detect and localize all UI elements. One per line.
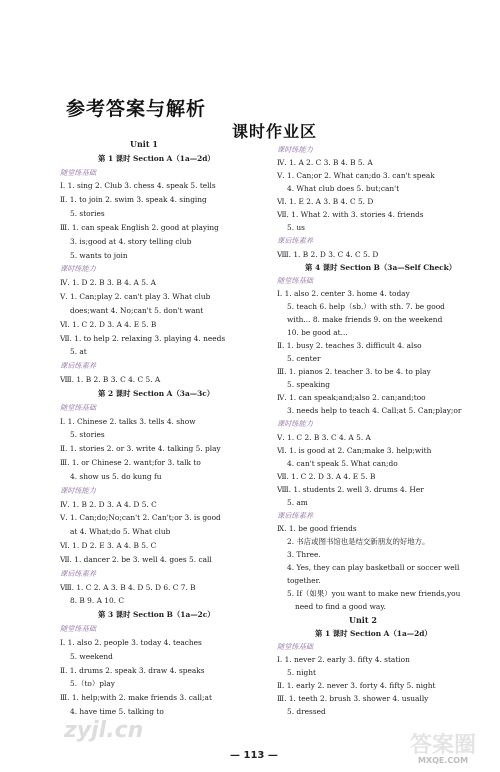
answer-line: 5. dressed	[287, 707, 326, 716]
answer-line: Ⅲ. 1. pianos 2. teacher 3. to be 4. to play	[277, 367, 431, 377]
answer-line: Ⅷ. 1. students 2. well 3. drums 4. Her	[277, 484, 424, 494]
watermark-url: MXQE.COM	[418, 756, 469, 765]
answer-line: Ⅱ. 1. to join 2. swim 3. speak 4. singing	[60, 195, 207, 205]
unit-heading: Unit 2	[349, 614, 377, 625]
answer-line: Ⅵ. 1. C 2. D 3. A 4. E 5. B	[60, 319, 157, 329]
answer-line: Ⅰ. 1. never 2. early 3. fifty 4. station	[277, 654, 410, 664]
answer-line: 8. B 9. A 10. C	[70, 596, 125, 606]
answer-line: 4. have time 5. talking to	[70, 707, 164, 716]
answer-line: Ⅰ. 1. also 2. people 3. today 4. teaches	[60, 637, 202, 647]
answer-line: Ⅱ. 1. early 2. never 3. forty 4. fifty 5. night	[277, 680, 436, 690]
answer-line: 5. stories	[70, 430, 105, 440]
answer-line: Ⅲ. 1. teeth 2. brush 3. shower 4. usually	[277, 693, 429, 703]
page-number: — 113 —	[230, 750, 278, 761]
answer-line: Ⅶ. 1. C 2. D 3. A 4. E 5. B	[277, 471, 376, 481]
answer-line: Ⅴ. 1. C 2. B 3. C 4. A 5. A	[277, 432, 371, 442]
answer-line: Ⅵ. 1. E 2. A 3. B 4. C 5. D	[277, 197, 374, 207]
sub-title: 课时作业区	[232, 122, 318, 141]
answer-line: Ⅱ. 1. stories 2. or 3. write 4. talking 5. play	[60, 444, 221, 454]
answer-line: together.	[287, 576, 321, 586]
section-label: 课时练能力	[60, 485, 96, 495]
answer-line: 5. speaking	[287, 380, 331, 390]
answer-line: Ⅷ. 1. B 2. D 3. C 4. C 5. D	[277, 249, 379, 259]
answer-line: 5. at	[70, 347, 87, 357]
answer-line: 10. be good at...	[287, 327, 348, 337]
answer-line: Ⅳ. 1. D 2. B 3. B 4. A 5. A	[60, 278, 156, 288]
answer-line: at 4. What;do 5. What club	[70, 527, 171, 537]
lesson-heading: 第 2 课时 Section A（3a—3c）	[98, 388, 215, 398]
unit-heading: Unit 1	[130, 139, 158, 149]
watermark-left-logo: zyjl.cn	[64, 718, 144, 743]
section-label: 课后练素养	[277, 510, 313, 520]
answer-line: Ⅶ. 1. dancer 2. be 3. well 4. goes 5. call	[60, 554, 212, 564]
answer-line: Ⅰ. 1. sing 2. Club 3. chess 4. speak 5. tells	[60, 181, 216, 191]
answer-line: Ⅶ. 1. What 2. with 3. stories 4. friends	[277, 210, 424, 220]
section-label: 课后练素养	[277, 236, 313, 246]
section-label: 课时练能力	[60, 264, 96, 274]
answer-line: 5.（to）play	[70, 679, 115, 689]
answer-line: Ⅴ. 1. Can;play 2. can't play 3. What club	[60, 292, 211, 302]
section-label: 随堂练基础	[277, 275, 313, 285]
answer-line: 5. weekend	[70, 651, 113, 661]
answer-line: Ⅷ. 1. C 2. A 3. B 4. D 5. D 6. C 7. B	[60, 582, 196, 592]
answer-line: Ⅷ. 1. B 2. B 3. C 4. C 5. A	[60, 375, 161, 385]
answer-line: 2. 书店或图书馆也是结交新朋友的好地方。	[287, 537, 430, 547]
section-label: 随堂练基础	[60, 624, 96, 634]
answer-line: Ⅳ. 1. can speak;and;also 2. can;and;too	[277, 393, 426, 403]
answer-line: Ⅰ. 1. also 2. center 3. home 4. today	[277, 288, 410, 298]
answer-line: 5. stories	[70, 209, 105, 219]
answer-line: 5. If（如果）you want to make new friends,you	[287, 589, 461, 599]
answer-line: Ⅱ. 1. drums 2. speak 3. draw 4. speaks	[60, 665, 205, 675]
answer-line: 4. show us 5. do kung fu	[70, 471, 162, 481]
answer-line: need to find a good way.	[295, 602, 386, 612]
answer-line: Ⅴ. 1. Can;or 2. What can;do 3. can't speak	[277, 171, 435, 181]
watermark-right-logo: 答案圈	[410, 733, 477, 758]
answer-line: 3. is;good at 4. story telling club	[70, 236, 192, 246]
section-label: 随堂练基础	[60, 167, 96, 177]
answer-line: does;want 4. No;can't 5. don't want	[70, 305, 204, 315]
section-label: 课后练素养	[60, 361, 96, 371]
section-label: 随堂练基础	[277, 641, 313, 651]
answer-line: 5. wants to join	[70, 250, 128, 260]
answer-line: 5. center	[287, 354, 321, 364]
answer-line: 5. us	[287, 223, 305, 233]
answer-line: 5. am	[287, 497, 308, 507]
section-label: 随堂练基础	[60, 402, 96, 412]
section-label: 课时练能力	[277, 145, 313, 154]
answer-line: Ⅵ. 1. D 2. E 3. A 4. B 5. C	[60, 541, 157, 551]
answer-line: 5. night	[287, 667, 316, 677]
main-title: 参考答案与解析	[66, 98, 207, 120]
answer-line: Ⅰ. 1. Chinese 2. talks 3. tells 4. show	[60, 416, 196, 426]
answer-line: 3. needs help to teach 4. Call;at 5. Can;play;or	[287, 406, 462, 416]
section-label: 课时练能力	[277, 419, 313, 429]
answer-line: Ⅶ. 1. to help 2. relaxing 3. playing 4. needs	[60, 333, 226, 343]
answer-line: 4. can't speak 5. What can;do	[287, 458, 398, 468]
answer-line: Ⅲ. 1. can speak English 2. good at playing	[60, 222, 219, 232]
answer-line: Ⅲ. 1. help;with 2. make friends 3. call;at	[60, 693, 212, 703]
answer-line: 3. Three.	[287, 550, 321, 560]
answer-line: Ⅴ. 1. Can;do;No;can't 2. Can't;or 3. is good	[60, 513, 221, 523]
answer-line: Ⅱ. 1. busy 2. teaches 3. difficult 4. also	[277, 341, 422, 351]
lesson-heading: 第 3 课时 Section B（1a—2c）	[98, 610, 215, 620]
answer-line: Ⅲ. 1. or Chinese 2. want;for 3. talk to	[60, 458, 201, 468]
section-label: 课后练素养	[60, 568, 96, 578]
lesson-heading: 第 4 课时 Section B（3a—Self Check）	[305, 262, 457, 272]
answer-line: 5. teach 6. help（sb.）with sth. 7. be good	[287, 301, 445, 311]
answer-line: Ⅳ. 1. A 2. C 3. B 4. B 5. A	[277, 158, 373, 168]
answer-line: 4. Yes, they can play basketball or soccer well	[287, 563, 460, 573]
answer-line: Ⅵ. 1. is good at 2. Can;make 3. help;with	[277, 445, 432, 455]
answer-line: 4. What club does 5. but;can't	[287, 184, 400, 194]
lesson-heading: 第 1 课时 Section A（1a—2d）	[315, 628, 432, 638]
answer-line: Ⅳ. 1. B 2. D 3. A 4. D 5. C	[60, 499, 157, 509]
answer-line: with... 8. make friends 9. on the weekend	[287, 314, 443, 324]
lesson-heading: 第 1 课时 Section A（1a—2d）	[98, 153, 215, 163]
answer-line: Ⅸ. 1. be good friends	[277, 524, 357, 534]
